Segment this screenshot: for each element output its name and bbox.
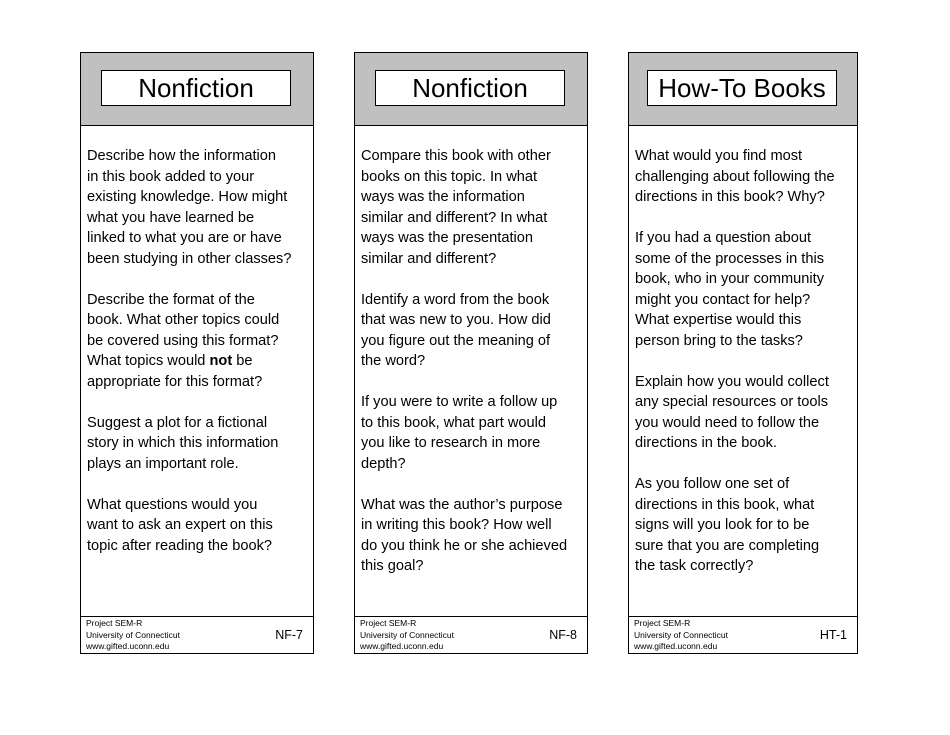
footer-university: University of Connecticut: [634, 629, 729, 640]
prompt-line: What questions would you: [87, 496, 258, 513]
prompt-line: linked to what you are or have: [87, 230, 282, 246]
prompt-line: [361, 372, 583, 393]
prompt-line: depth?: [361, 455, 406, 472]
prompt-line: similar and different? In what: [361, 209, 548, 226]
prompt-line: What topics would not be: [87, 353, 253, 369]
prompt-line: the task correctly?: [635, 558, 754, 574]
prompt-line: [361, 269, 583, 290]
prompt-line: ways was the presentation: [361, 230, 533, 246]
card-header: [81, 53, 313, 126]
bookmark-card-2: [354, 52, 588, 654]
prompt-line: What expertise would this: [635, 312, 802, 328]
card-header: [355, 53, 587, 126]
prompt-line: Compare this book with other: [361, 148, 551, 164]
footer-url: www.gifted.uconn.edu: [86, 641, 170, 651]
prompt-line: topic after reading the book?: [87, 537, 272, 554]
prompt-line: in this book added to your: [87, 168, 255, 185]
prompt-line: some of the processes in this: [635, 250, 824, 267]
prompt-line: directions in this book? Why?: [635, 189, 825, 205]
bookmark-card-1: [80, 52, 314, 654]
card-prompts: [87, 146, 309, 556]
prompt-line: [635, 454, 853, 475]
prompt-line: the word?: [361, 353, 426, 369]
prompt-line: [635, 208, 853, 229]
prompt-line: that was new to you. How did: [361, 312, 551, 328]
card-title: Nonfiction: [101, 70, 291, 106]
emphasis: not: [209, 353, 233, 369]
prompt-line: Explain how you would collect: [635, 373, 829, 390]
prompt-line: ways was the information: [361, 189, 525, 205]
footer-project: Project SEM-R: [360, 618, 417, 628]
card-footer: [355, 616, 587, 653]
prompt-line: you figure out the meaning of: [361, 332, 551, 349]
prompt-line: appropriate for this format?: [87, 373, 263, 390]
prompt-line: what you have learned be: [87, 209, 255, 226]
prompt-line: want to ask an expert on this: [87, 517, 273, 533]
prompt-line: similar and different?: [361, 250, 497, 267]
prompt-line: might you contact for help?: [635, 291, 811, 308]
card-code: NF-7: [275, 628, 303, 642]
prompt-line: Identify a word from the book: [361, 291, 550, 308]
card-footer: [629, 616, 857, 653]
footer-url: www.gifted.uconn.edu: [360, 641, 444, 651]
prompt-line: [87, 474, 309, 495]
card-title: How-To Books: [647, 70, 837, 106]
prompt-line: What would you find most: [635, 148, 803, 164]
prompt-line: Suggest a plot for a fictional: [87, 414, 268, 431]
footer-university: University of Connecticut: [86, 629, 181, 640]
prompt-line: person bring to the tasks?: [635, 332, 803, 349]
prompt-line: challenging about following the: [635, 168, 835, 185]
card-code: HT-1: [819, 628, 847, 642]
prompt-line: in writing this book? How well: [361, 517, 552, 533]
prompt-line: If you had a question about: [635, 230, 812, 246]
footer-university: University of Connecticut: [360, 629, 455, 640]
prompt-line: If you were to write a follow up: [361, 394, 558, 410]
prompt-line: book, who in your community: [635, 271, 824, 287]
card-footer: [81, 616, 313, 653]
prompt-line: books on this topic. In what: [361, 168, 538, 185]
prompt-line: [87, 269, 309, 290]
prompt-line: [361, 474, 583, 495]
prompt-line: you would need to follow the: [635, 414, 820, 431]
prompt-line: What was the author’s purpose: [361, 496, 563, 513]
prompt-line: do you think he or she achieved: [361, 537, 568, 554]
card-header: [629, 53, 857, 126]
prompt-line: story in which this information: [87, 435, 279, 451]
card-code: NF-8: [549, 628, 577, 642]
prompt-line: [87, 392, 309, 413]
bookmark-card-3: [628, 52, 858, 654]
prompt-line: you like to research in more: [361, 435, 541, 451]
footer-url: www.gifted.uconn.edu: [634, 641, 718, 651]
prompt-line: directions in this book, what: [635, 496, 815, 513]
prompt-line: directions in the book.: [635, 435, 777, 451]
card-prompts: [635, 146, 853, 577]
prompt-line: signs will you look for to be: [635, 517, 810, 533]
card-title: Nonfiction: [375, 70, 565, 106]
prompt-line: been studying in other classes?: [87, 250, 292, 267]
prompt-line: plays an important role.: [87, 455, 239, 472]
prompt-line: Describe how the information: [87, 148, 276, 164]
footer-project: Project SEM-R: [86, 618, 143, 628]
prompt-line: book. What other topics could: [87, 312, 280, 328]
prompt-line: As you follow one set of: [635, 476, 790, 492]
prompt-line: to this book, what part would: [361, 414, 546, 431]
footer-project: Project SEM-R: [634, 618, 691, 628]
prompt-line: [635, 351, 853, 372]
card-prompts: [361, 146, 583, 577]
prompt-line: existing knowledge. How might: [87, 189, 288, 205]
prompt-line: be covered using this format?: [87, 332, 279, 349]
prompt-line: this goal?: [361, 558, 424, 574]
prompt-line: Describe the format of the: [87, 291, 255, 308]
prompt-line: any special resources or tools: [635, 394, 829, 410]
prompt-line: sure that you are completing: [635, 537, 820, 554]
